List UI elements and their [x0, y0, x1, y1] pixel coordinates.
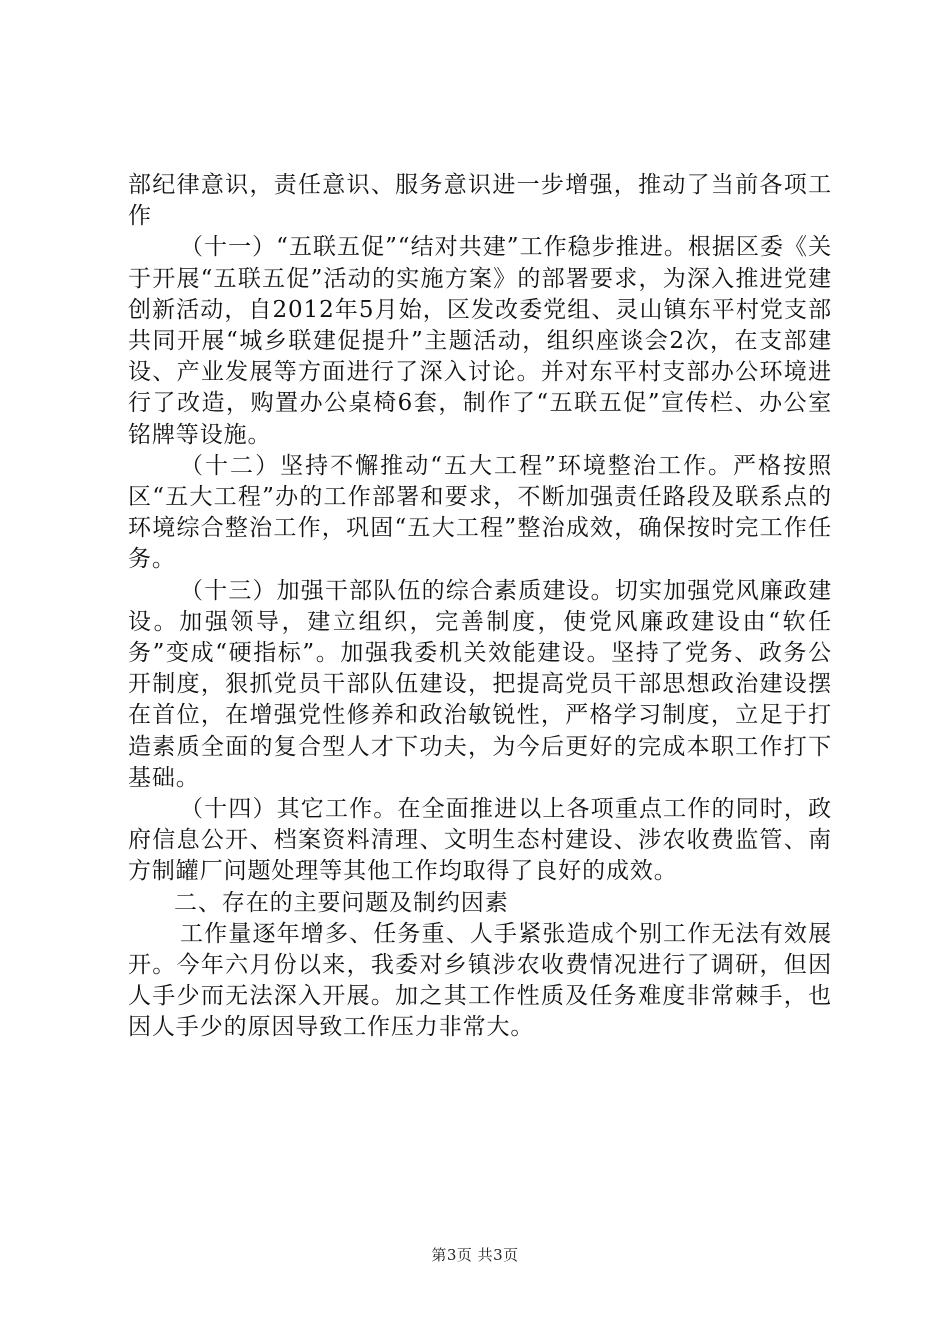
heading-problems: 二、存在的主要问题及制约因素 [174, 889, 509, 916]
paragraph-section-14: （十四）其它工作。在全面推进以上各项重点工作的同时，政府信息公开、档案资料清理、文明生态村建设、涉农收费监管、南方制罐厂问题处理等其他工作均取得了良好的成效。 [128, 796, 832, 885]
paragraph-section-13: （十三）加强干部队伍的综合素质建设。切实加强党风廉政建设。加强领导，建立组织，完善制度，使党风廉政建设由“软任务”变成“硬指标”。加强我委机关效能建设。坚持了党务、政务公开制度，狠抓党员干部队伍建设，把提高党员干部思想政治建设摆在首位，在增强党性修养和政治敏锐性，严格学习制度，立足于打造素质全面的复合型人才下功夫，为今后更好的完成本职工作打下基础。 [128, 577, 832, 791]
paragraph-problems: 工作量逐年增多、任务重、人手紧张造成个别工作无法有效展开。今年六月份以来，我委对乡镇涉农收费情况进行了调研，但因人手少而无法深入开展。加之其工作性质及任务难度非常棘手，也因人手少的原因导致工作压力非常大。 [128, 920, 832, 1041]
page-number-footer: 第3页 共3页 [431, 1246, 519, 1264]
paragraph-continuation: 部纪律意识，责任意识、服务意识进一步增强，推动了当前各项工作 [128, 172, 832, 230]
paragraph-section-11: （十一）“五联五促”“结对共建”工作稳步推进。根据区委《关于开展“五联五促”活动的实施方案》的部署要求，为深入推进党建创新活动，自2012年5月始，区发改委党组、灵山镇东平村党支部共同开展“城乡联建促提升”主题活动，组织座谈会2次，在支部建设、产业发展等方面进行了深入讨论。并对东平村支部办公环境进行了改造，购置办公桌椅6套，制作了“五联五促”宣传栏、办公室铭牌等设施。 [128, 234, 832, 448]
document-body [128, 170, 832, 1044]
paragraph-section-12: （十二）坚持不懈推动“五大工程”环境整治工作。严格按照区“五大工程”办的工作部署和要求，不断加强责任路段及联系点的环境综合整治工作，巩固“五大工程”整治成效，确保按时完工作任务。 [128, 452, 832, 573]
